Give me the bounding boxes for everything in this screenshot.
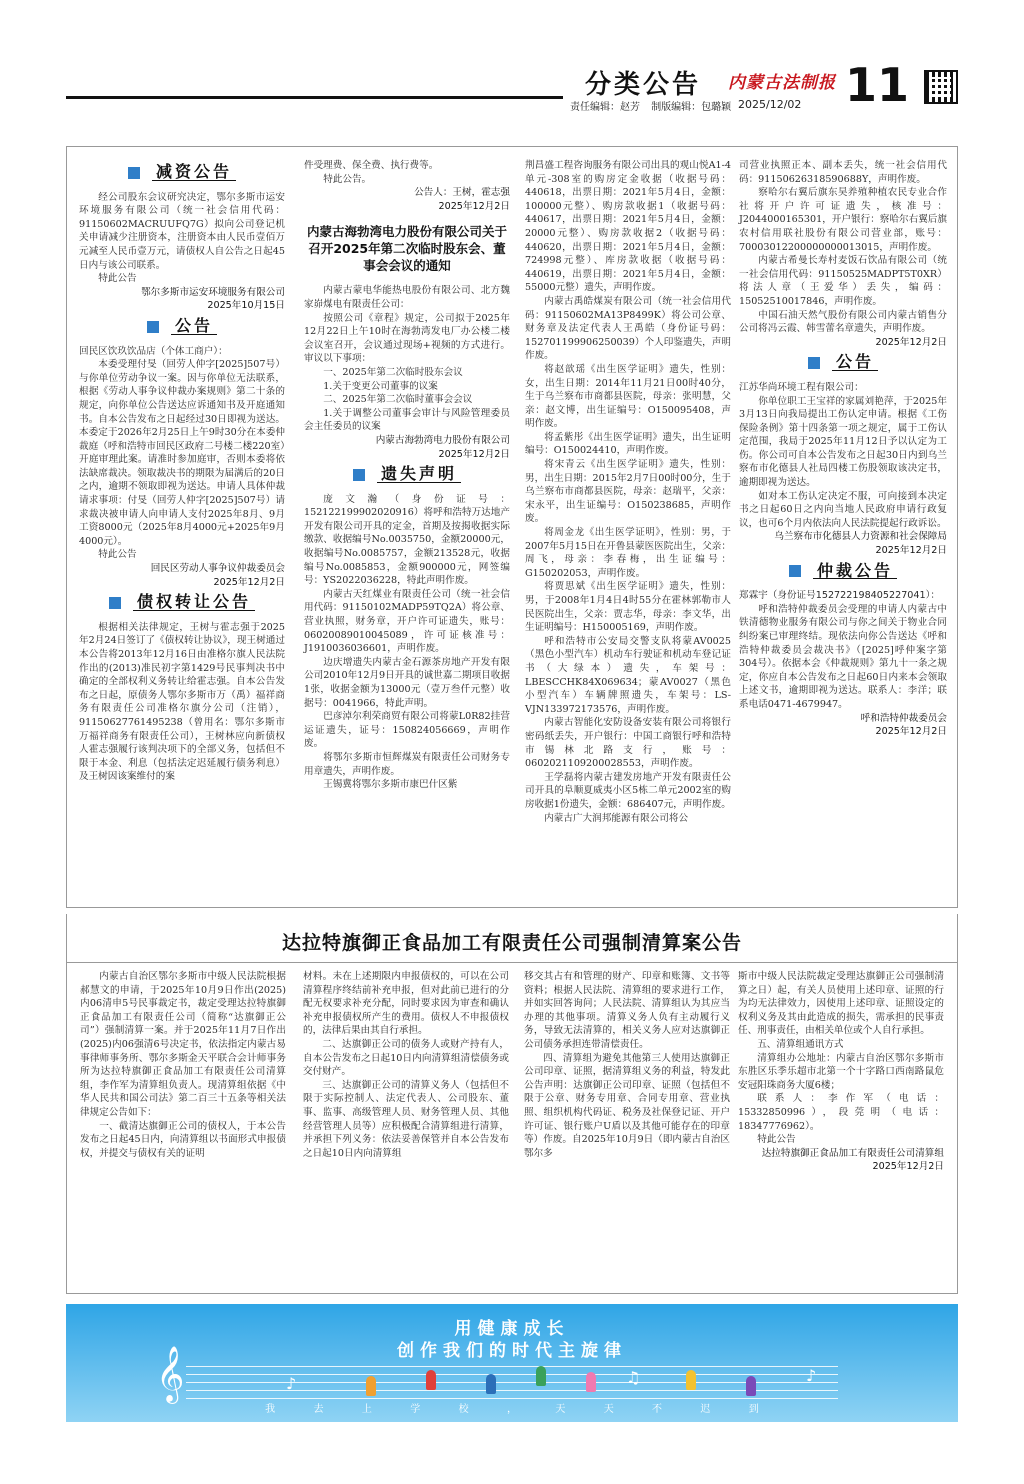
notice-text: 内蒙古自治区鄂尔多斯市中级人民法院根据郝慧文的申请，于2025年10月9日作出(2025)内06清申5号民事裁定书，裁定受理达拉特旗御正食品加工有限责任公司（简称“达旗御正公司”）强制清算一案。并于2025年11月7日作出(2025)内06强清6号决定书，依法指定内蒙古易事律师事务所、鄂尔多斯金天平联合会计师事务所为达拉特旗御正食品加工有限责任公司清算组，李作军为清算组负责人。现清算组依据《中华人民共和国公司法》第二百三十五条等相关法律规定公告如下： [80, 971, 286, 1118]
notice-addressee: 江苏华尚环境工程有限公司： [739, 381, 864, 393]
column-4 [739, 159, 947, 739]
notice-text: 将鄂尔多斯市恒辉煤炭有限责任公司财务专用章遗失，声明作废。 [304, 751, 510, 777]
notice-text: 材料。未在上述期限内申报债权的，可以在公司清算程序终结前补充申报，但对此前已进行的分配无权要求补充分配，同时要求因为审查和确认补充申报债权所产生的费用。债权人不申报债权的，法律后果由其自行承担。 [303, 971, 509, 1037]
square-icon [808, 357, 820, 369]
notice-addressee: 回民区饮玖饮品店（个体工商户）： [79, 345, 228, 357]
liquidation-column-1 [80, 970, 286, 1160]
square-icon [147, 321, 159, 333]
notice-text: 清算组办公地址：内蒙古自治区鄂尔多斯市东胜区乐季乐超市北第一个十字路口西南路鼠危安冠阳珠商务大厦6楼； [738, 1052, 944, 1091]
liquidation-title: 达拉特旗御正食品加工有限责任公司强制清算案公告 [281, 932, 742, 954]
notice-text: 将赵歆瑶《出生医学证明》遗失，性别：女，出生日期：2014年11月21日00时40分，生于乌兰察布市商都县医院，母亲：张明慧，父亲：赵文博，出生证编号：O150095408，声明作废。 [525, 363, 731, 430]
notice-date: 2025年12月2日 [438, 448, 510, 460]
notice-text: 特此公告 [98, 549, 137, 561]
notice-text: 四、清算组为避免其他第三人使用达旗御正公司印章、证照，据清算组义务的利益，特发此公告声明：达旗御正公司印章、证照（包括但不限于公章、财务专用章、合同专用章、营业执照、组织机构代码证、税务及社保登记证、开户许可证、银行账户U盾以及其他可能存在的印章等）作废。自2025年10月9日（即内蒙古自治区鄂尔多 [524, 1052, 730, 1159]
notice-text: 如对本工伤认定决定不服，可向接到本决定书之日起60日之内向当地人民政府申请行政复议，也可6个月内依法向人民法院提起行政诉讼。 [739, 490, 947, 529]
notice-text: 联系人：李作军（电话：15332850996），段莞明（电话：18347776962）。 [738, 1093, 944, 1132]
notice-text: 司营业执照正本、副本丢失，统一社会信用代码：91150626318590688Y，声明作废。 [739, 160, 947, 185]
page-number: 11 [845, 58, 910, 112]
column-1 [79, 159, 285, 784]
notice-text: 内蒙古希曼长寿村麦饭石饮品有限公司（统一社会信用代码：91150525MADPT5T0XR）将法人章（王爱华）丢失，编码：15052510017846，声明作废。 [739, 255, 947, 307]
public-service-banner [66, 1304, 958, 1422]
notice-text: 将周金龙《出生医学证明》，性别：男，于2007年5月15日在开鲁县蒙医医院出生，父亲：周飞，母亲：李春梅，出生证编号：G150202053，声明作废。 [525, 527, 731, 579]
editor-credits [570, 98, 739, 113]
staff-line [186, 1390, 838, 1391]
lyric-char: 天 [555, 1404, 566, 1415]
notice-text: 荆昌盛工程咨询服务有限公司出具的观山悦A1-4单元-308室的购房定金收据（收据号码：440618，出票日期：2021年5月4日，金额：100000元整）、购房款收据1（收据号码：440617，出票日期：2021年5月4日，金额：20000元整）、购房款收据2（收据号码：440620，出票日期：2021年5月4日，金额：724998元整）、库房款收据（收据号码：440619，出票日期：2021年5月4日，金额：55000元整）遗失，声明作废。 [525, 160, 731, 294]
section-heading: 债权转让公告 [79, 595, 285, 611]
music-note-icon: ♫ [626, 1368, 641, 1387]
lyric-char: 去 [313, 1404, 324, 1415]
staff-line [186, 1382, 838, 1383]
notice-text: 王锡冀将鄂尔多斯市康巴什区紫 [323, 779, 458, 791]
square-icon [353, 469, 365, 481]
notice-text: 一、2025年第二次临时股东会议 [323, 366, 463, 378]
notice-text: 五、清算组通讯方式 [757, 1038, 844, 1050]
square-icon [789, 565, 801, 577]
staff-line [186, 1366, 838, 1367]
notice-text: 经公司股东会议研究决定，鄂尔多斯市运安环境服务有限公司（统一社会信用代码：91150602MACRUUFQ7G）拟向公司登记机关申请减少注册资本，注册资本由人民币壹佰万元减至人民币壹万元，请债权人自公告之日起45日内与该公司联系。 [79, 191, 285, 271]
notice-text: 将宋青云《出生医学证明》遗失，性别：男，出生日期：2015年2月7日00时00分，生于乌兰察布市商都县医院，母亲：赵瑞平，父亲：宋永平，出生证编号：O150238685，声明作废。 [525, 459, 731, 525]
lyric-char: 校 [458, 1404, 469, 1415]
child-figure-icon [486, 1374, 496, 1394]
notice-text: 中国石油天然气股份有限公司内蒙古销售分公司将冯云霞、韩雪蕾名章遗失，声明作废。 [739, 309, 947, 335]
notice-text: 移交其占有和管理的财产、印章和账簿、文书等资料；根据人民法院、清算组的要求进行工作，并如实回答询问；人民法院、清算组认为其应当办理的其他事项。清算义务人负有主动履行义务，导致无法清算的，相关义务人应对达旗御正公司债务承担连带清偿责任。 [524, 971, 730, 1050]
lyric-char: 到 [748, 1404, 759, 1415]
staff-line [186, 1374, 838, 1375]
notice-text: 内蒙古智能化安防设备安装有限公司将银行密码纸丢失，开户银行：中国工商银行呼和浩特市锡林北路支行，账号：0602021109200028553，声明作废。 [525, 717, 731, 770]
music-note-icon: ♪ [806, 1366, 817, 1385]
staff-line [186, 1398, 838, 1399]
lyric-char: 不 [652, 1404, 663, 1415]
notice-text: 按照公司《章程》规定，公司拟于2025年12月22日上午10时在海勃湾发电厂办公楼二楼会议室召开，会议通过现场+视频的方式进行。审议以下事项： [304, 312, 510, 365]
child-figure-icon [366, 1376, 376, 1396]
liquidation-column-2 [303, 970, 509, 1160]
notice-text: 特此公告 [757, 1134, 796, 1146]
child-figure-icon [746, 1376, 756, 1396]
section-heading: 遗失声明 [304, 467, 510, 483]
notice-text: 内蒙古天红煤业有限责任公司（统一社会信用代码：91150102MADP59TQ2A）将公章、营业执照，财务章，开户许可证遗失，账号：0602008901004508​9，许可证核准号：J1910036036601，声明作废。 [304, 588, 510, 655]
notice-text: 二、达旗御正公司的债务人或财产持有人，自本公告发布之日起10日内向清算组清偿债务或交付财产。 [303, 1038, 509, 1078]
section-heading: 减资公告 [79, 165, 285, 181]
notice-date: 2025年12月2日 [875, 726, 947, 738]
notice-text: 将孟紫彤《出生医学证明》遗失，出生证明编号：O150024410，声明作废。 [525, 431, 731, 457]
child-figure-icon [536, 1366, 546, 1386]
column-3 [525, 159, 731, 825]
notice-text: 内蒙古广大润邦能源有限公司将公 [544, 812, 689, 824]
masthead [0, 0, 1024, 118]
notice-text: 特此公告 [98, 273, 137, 285]
banner-slogan-line-2: 创作我们的时代主旋律 [397, 1341, 627, 1361]
lyric-char: 我 [265, 1404, 276, 1415]
notice-text: 三、达旗御正公司的清算义务人（包括但不限于实际控制人、法定代表人、公司股东、董事、监事、高级管理人员、财务管理人员、其他经营管理人员等）应积极配合清算组进行清算，并承担下列义务：依法妥善保管并自本公告发布之日起10日内向清算组 [303, 1079, 509, 1159]
notice-text: 呼和浩特仲裁委员会受理的申请人内蒙古中铁清德物业服务有限公司与你之间关于物业合同纠纷案已审理终结。现依法向你公告送达《呼和浩特仲裁委员会裁决书》（[2025]呼仲案字第304号）。依据本会《仲裁规则》第九十一条之规定，你应自本公告发布之日起60日内来本会领取上述文书，逾期即视为送达。联系人：李洋；联系电话0471-4679947。 [739, 603, 947, 710]
notice-text: 将贾思斌《出生医学证明》遗失，性别：男，于2008年1月4日4时55分在霍林郭勒市人民医院出生，父亲：贾志华，母亲：李文华，出生证明编号：H150005169，声明作废。 [525, 581, 731, 634]
square-icon [128, 167, 140, 179]
title-divider [66, 962, 958, 963]
notice-text: 1.关于变更公司董事的议案 [323, 380, 438, 392]
notice-date: 2025年10月15日 [207, 300, 285, 312]
notice-date: 2025年12月2日 [875, 336, 947, 348]
banner-lyrics [66, 1400, 958, 1415]
notice-text: 边庆增遗失内蒙古金石源茶房地产开发有限公司2010年12月9日开具的诚世嘉二期项目收据1张，收据金额为13000元（壹万叁仟元整）收据号：0041966，特此声明。 [304, 656, 510, 709]
notice-text: 内蒙古蒙电华能热电股份有限公司、北方魏家峁煤电有限责任公司： [304, 285, 510, 310]
designer: 制版编辑：包璐颖 [651, 102, 732, 113]
notice-text: 巴彦淖尔利荣商贸有限公司将蒙L0R82挂营运证遗失，证号：150824056669，声明作废。 [304, 711, 510, 750]
notice-text: 本委受理付旻（回劳人仲字[2025]507号）与你单位劳动争议一案。因与你单位无法联系，根据《劳动人事争议仲裁办案规则》第二十条的规定，向你单位公告送达应诉通知书及开庭通知书。自本公告发布之日起经过30日即视为送达。本委定于2026年2月25日上午9时30分在本委仲裁庭（呼和浩特市回民区政府二号楼二楼220室）开庭审理此案。请准时参加庭审，否则本委将依法缺席裁决。领取裁决书的期限为届满后的20日之内，逾期不领取即视为送达。申请人具体仲裁请求事项：付旻（回劳人仲字[2025]507号）请求裁决被申请人向申请人支付2025年8月、9月工资8000元（2025年8月4000元+2025年9月4000元）。 [79, 359, 285, 547]
notice-signature: 乌兰察布市化德县人力资源和社会保障局 [774, 531, 947, 543]
child-figure-icon [686, 1370, 696, 1390]
lyric-char: ， [506, 1404, 517, 1415]
child-figure-icon [586, 1372, 596, 1392]
editor: 责任编辑：赵芳 [570, 102, 640, 113]
lyric-char: 迟 [700, 1404, 711, 1415]
liquidation-column-4 [738, 970, 944, 1174]
notice-date: 2025年12月2日 [438, 200, 510, 212]
notice-text: 特此公告。 [323, 173, 372, 185]
notice-signature: 鄂尔多斯市运安环境服务有限公司 [141, 286, 285, 298]
treble-clef-icon: 𝄞 [156, 1346, 185, 1402]
notice-text: 二、2025年第二次临时董事会会议 [323, 394, 473, 406]
section-heading: 公告 [739, 355, 947, 371]
notice-signature: 回民区劳动人事争议仲裁委员会 [150, 563, 285, 575]
notice-text: 你单位职工王宝祥的家属刘艳萍，于2025年3月13日向我局提出工伤认定申请。根据《工伤保险条例》第十四条第一项之规定，属于工伤认定范围，我局于2025年11月12日予以认定为工伤。你公司可自本公告发布之日起30日内到乌兰察布市化德县人社局四楼工伤股领取该决定书，逾期即视为送达。 [739, 395, 947, 489]
notice-text: 内蒙古禹皓煤炭有限公司（统一社会信用代码：91150602MA13P8499K）将公司公章、财务章及法定代表人王禹皓（身份证号码：152701199906250039）个人印鉴遗失，声明作废。 [525, 295, 731, 362]
issue-date: 2025/12/02 [738, 98, 802, 111]
notice-date: 2025年12月2日 [875, 545, 947, 557]
notice-signature: 达拉特旗御正食品加工有限责任公司清算组 [761, 1147, 944, 1159]
lyric-char: 上 [361, 1404, 372, 1415]
music-note-icon: ♪ [286, 1374, 297, 1393]
notice-text: 呼和浩特市公安局交警支队将蒙AV0025（黑色小型汽车）机动车行驶证和机动车登记证书（大绿本）遗失，车架号：LBESCCHK84X069634；蒙AV0027（黑色小型汽车）车辆牌照遗失，车架号：LS-VJN133972173576，声明作废。 [525, 635, 731, 715]
notice-text: 一、截清达旗御正公司的债权人，于本公告发布之日起45日内，向清算组以书面形式申报债权，并提交与债权有关的证明 [80, 1120, 286, 1159]
banner-slogan-line-1: 用健康成长 [454, 1319, 570, 1339]
notice-text: 王学磊将内蒙古建发房地产开发有限责任公司开具的阜顺夏威夷小区5栋二单元2002室的购房收据1份遗失，金额：686407元，声明作废。 [525, 771, 731, 810]
liquidation-column-3 [524, 970, 730, 1160]
newspaper-logo: 内蒙古法制报 [728, 73, 836, 93]
notice-text: 察哈尔右翼后旗东昊养殖种植农民专业合作社将开户许可证遗失，核准号：J2044000165301，开户银行：察哈尔右翼后旗农村信用联社股份有限公司营业部，账号：70003012200000000013015，声明作废。 [739, 187, 947, 253]
lyric-char: 学 [410, 1404, 421, 1415]
notice-text: 斯市中级人民法院裁定受理达旗御正公司强制清算之日）起，有关人员使用上述印章、证照的行为均无法律效力，因使用上述印章、证照设定的权利义务及其由此造成的损失，需承担的民事责任、刑事责任，由相关单位或个人自行承担。 [738, 971, 944, 1037]
lyric-char: 天 [603, 1404, 614, 1415]
notice-addressee: 郑霖宇（身份证号152722198405227041）： [739, 590, 941, 602]
section-heading: 仲裁公告 [739, 564, 947, 580]
notice-text: 根据相关法律规定，王树与霍志强于2025年2月24日签订了《债权转让协议》，现王树通过本公告将2013年12月16日由准格尔旗人民法院作出的(2013)准民初字第1429号民事判决书中确定的全部权利义务转让给霍志强。自本公告发布之日起，原债务人鄂尔多斯市万（禹）福祥商务有限责任公司准格尔旗分公司（注销），91150627761495238（曾用名：鄂尔多斯市万福祥商务有限责任公司），王树林应向新债权人霍志强履行该判决项下的全部义务，包括但不限于本金、利息（包括法定迟延履行债务利息）及王树因该案维付的案 [79, 621, 285, 783]
notice-signature: 公告人：王树，霍志强 [414, 187, 510, 199]
column-2 [304, 159, 510, 792]
notice-date: 2025年12月2日 [872, 1161, 944, 1173]
notice-text: 件受理费、保全费、执行费等。 [304, 160, 439, 171]
child-figure-icon [426, 1370, 436, 1390]
notice-signature: 呼和浩特仲裁委员会 [860, 712, 947, 724]
notices-frame [66, 146, 958, 908]
qr-code-icon [924, 70, 958, 104]
section-title: 分类公告 [585, 70, 702, 100]
square-icon [109, 597, 121, 609]
notice-text: 1.关于调整公司董事会审计与风险管理委员会主任委员的议案 [304, 407, 510, 433]
notice-signature: 内蒙古海勃湾电力股份有限公司 [375, 434, 510, 446]
notice-title: 内蒙古海勃湾电力股份有限公司关于召开2025年第二次临时股东会、董事会会议的通知 [306, 224, 507, 274]
header-rule [66, 96, 563, 99]
notice-date: 2025年12月2日 [213, 576, 285, 588]
section-heading: 公告 [79, 319, 285, 335]
notice-text: 庞文瀚（身份证号：152122199902020916）将呼和浩特万达地产开发有限公司开具的定金，首期及按揭收据实际缴款、收据编号No.0035750，金额20000元，收据编号No.0085757，金额213528元，收据编号No.0085853，金额900000元，网签编号：YS2022036228，特此声明作废。 [304, 493, 510, 587]
